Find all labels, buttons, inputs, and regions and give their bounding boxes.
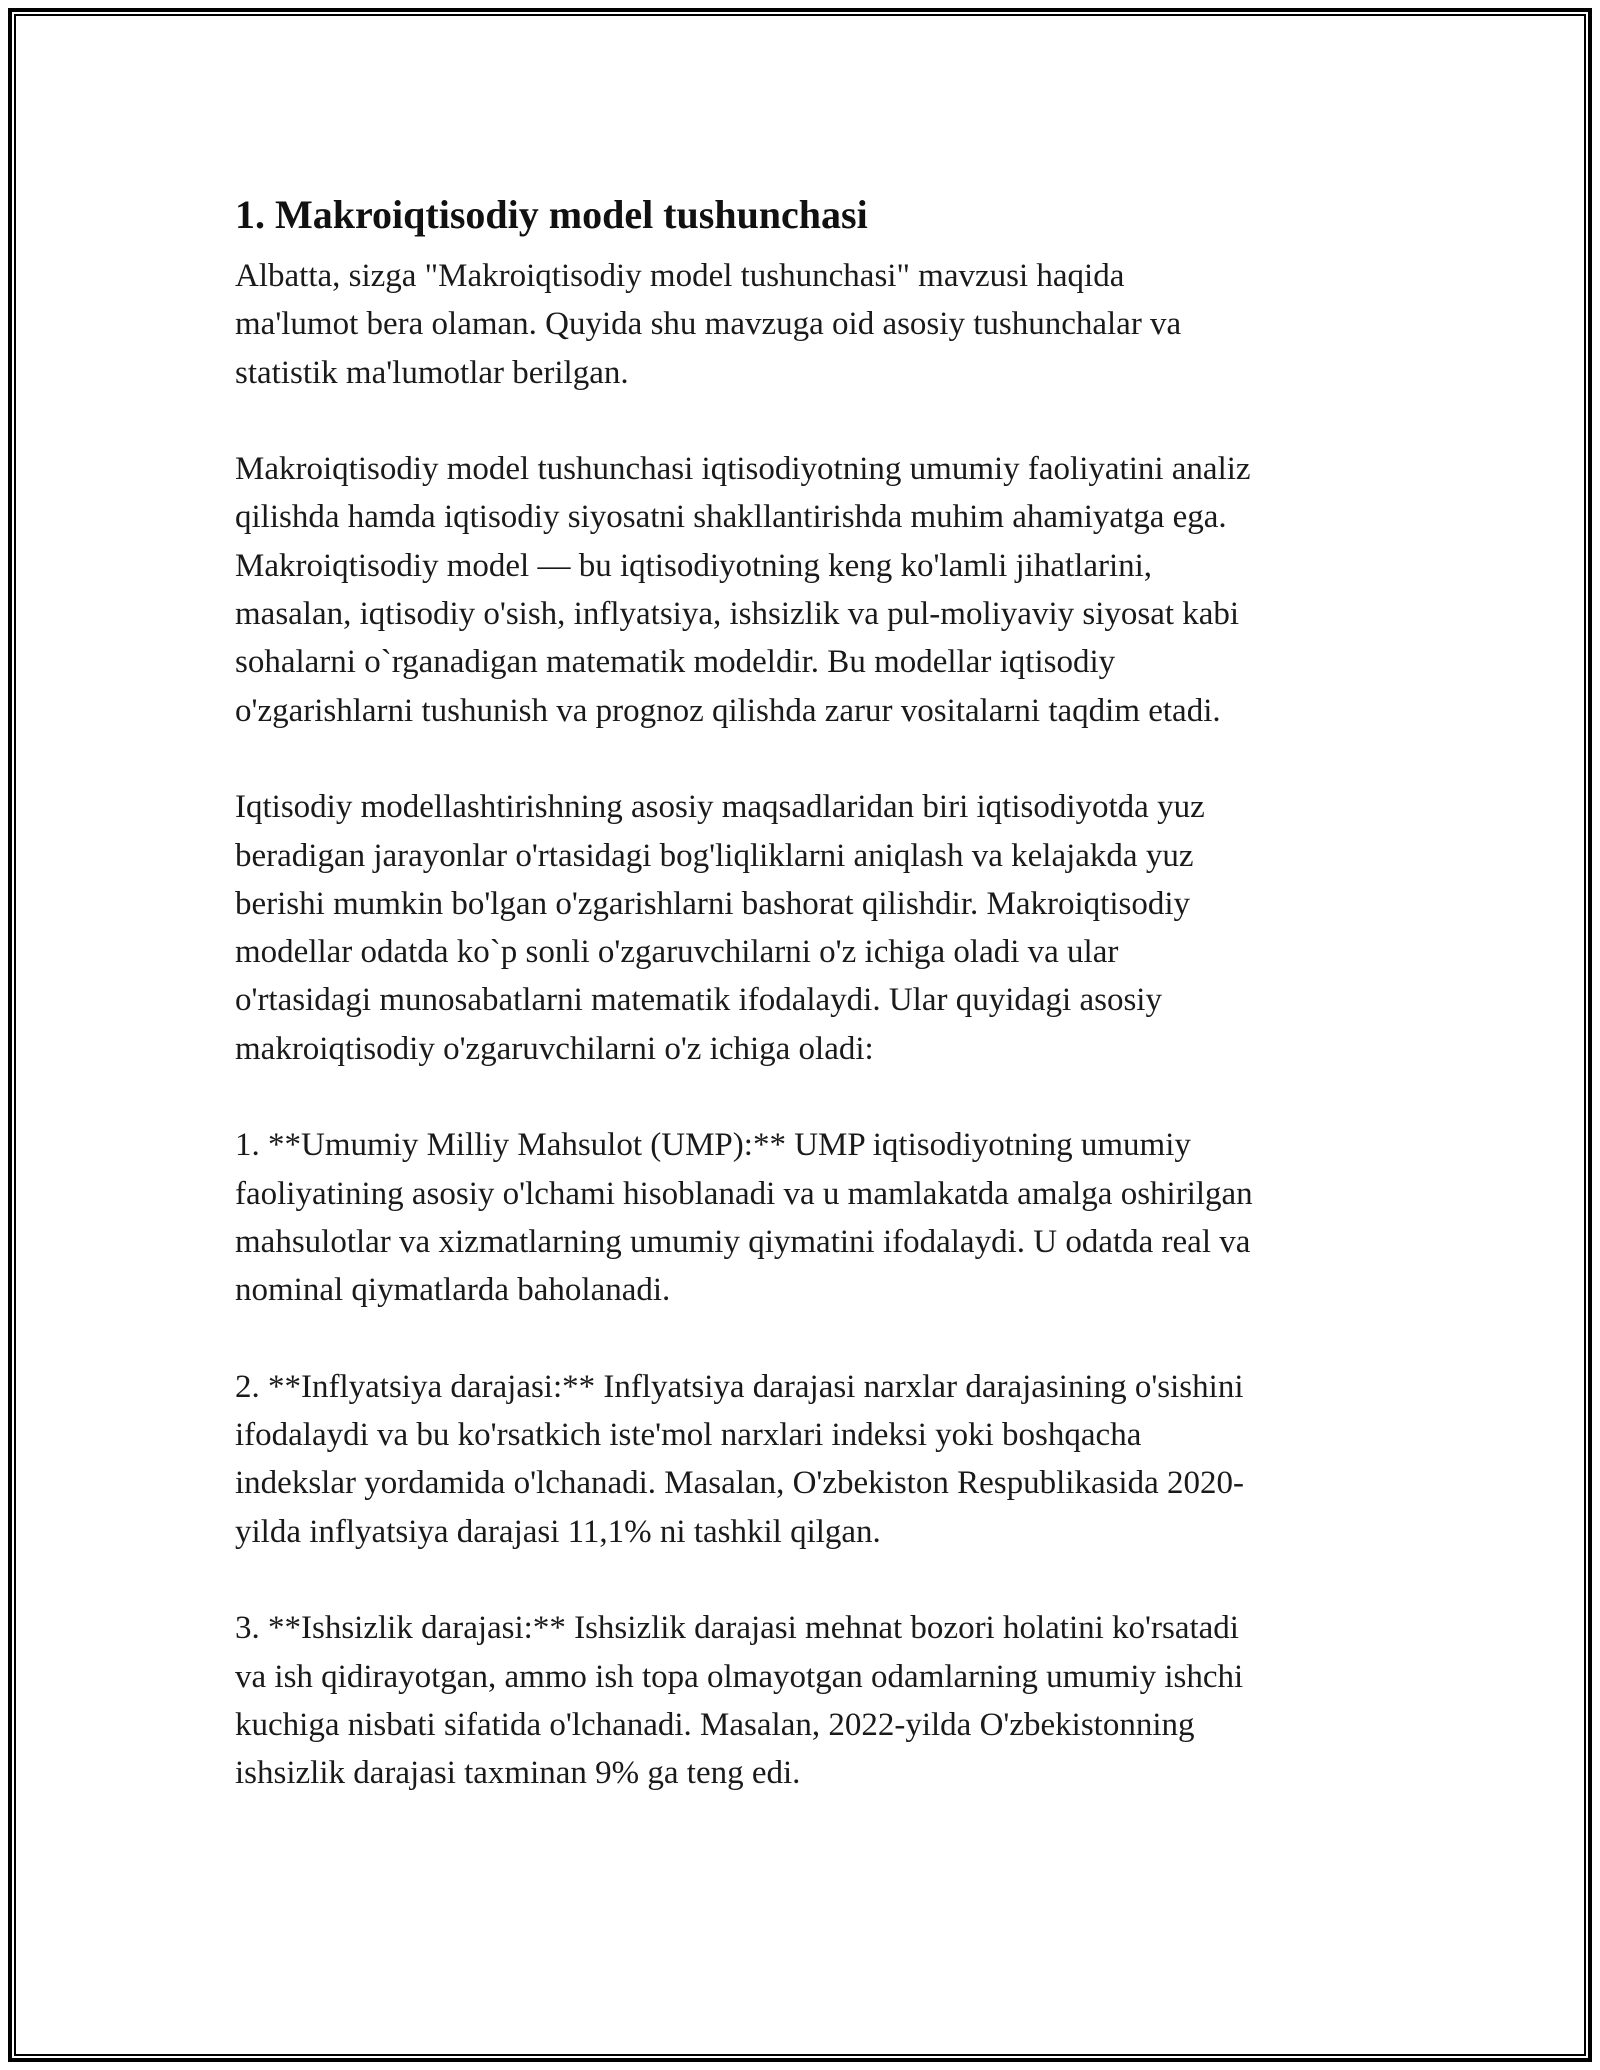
list-item-ump: 1. **Umumiy Milliy Mahsulot (UMP):** UMP iqtisodiyotning umumiy faoliyatining asosiy o'lchami hisoblanadi va u mamlakatda amalga oshirilgan mahsulotlar va xizmatlarning umumiy qiymatini ifodalaydi. U odatda real va nominal qiymatlarda baholanadi. xyxy=(235,1127,1253,1309)
definition-paragraph: Makroiqtisodiy model tushunchasi iqtisodiyotning umumiy faoliyatini analiz qilishda hamda iqtisodiy siyosatni shakllantirishda muhim ahamiyatga ega. Makroiqtisodiy model — bu iqtisodiyotning keng ko'lamli jihatlarini, masalan, iqtisodiy o'sish, inflyatsiya, ishsizlik va pul-moliyaviy siyosat kabi sohalarni o`rganadigan matematik modeldir. Bu modellar iqtisodiy o'zgarishlarni tushunish va prognoz qilishda zarur vositalarni taqdim etadi. xyxy=(235,451,1251,729)
intro-paragraph: Albatta, sizga "Makroiqtisodiy model tushunchasi" mavzusi haqida ma'lumot bera olaman. Quyida shu mavzuga oid asosiy tushunchalar va statistik ma'lumotlar berilgan. xyxy=(235,258,1182,391)
document-title: 1. Makroiqtisodiy model tushunchasi xyxy=(235,192,868,237)
list-item-inflation: 2. **Inflyatsiya darajasi:** Inflyatsiya darajasi narxlar darajasining o'sishini ifodalaydi va bu ko'rsatkich iste'mol narxlari indeksi yoki boshqacha indekslar yordamida o'lchanadi. Masalan, O'zbekiston Respublikasida 2020- yilda inflyatsiya darajasi 11,1% ni tashkil qilgan. xyxy=(235,1368,1244,1550)
list-item-unemployment: 3. **Ishsizlik darajasi:** Ishsizlik darajasi mehnat bozori holatini ko'rsatadi va ish qidirayotgan, ammo ish topa olmayotgan odamlarning umumiy ishchi kuchiga nisbati sifatida o'lchanadi. Masalan, 2022-yilda O'zbekistonning ishsizlik darajasi taxminan 9% ga teng edi. xyxy=(235,1610,1244,1792)
purpose-paragraph: Iqtisodiy modellashtirishning asosiy maqsadlaridan biri iqtisodiyotda yuz beradigan jarayonlar o'rtasidagi bog'liqliklarni aniqlash va kelajakda yuz berishi mumkin bo'lgan o'zgarishlarni bashorat qilishdir. Makroiqtisodiy modellar odatda ko`p sonli o'zgaruvchilarni o'z ichiga oladi va ular o'rtasidagi munosabatlarni matematik ifodalaydi. Ular quyidagi asosiy makroiqtisodiy o'zgaruvchilarni o'z ichiga oladi: xyxy=(235,789,1205,1067)
document-body xyxy=(235,182,1380,1846)
